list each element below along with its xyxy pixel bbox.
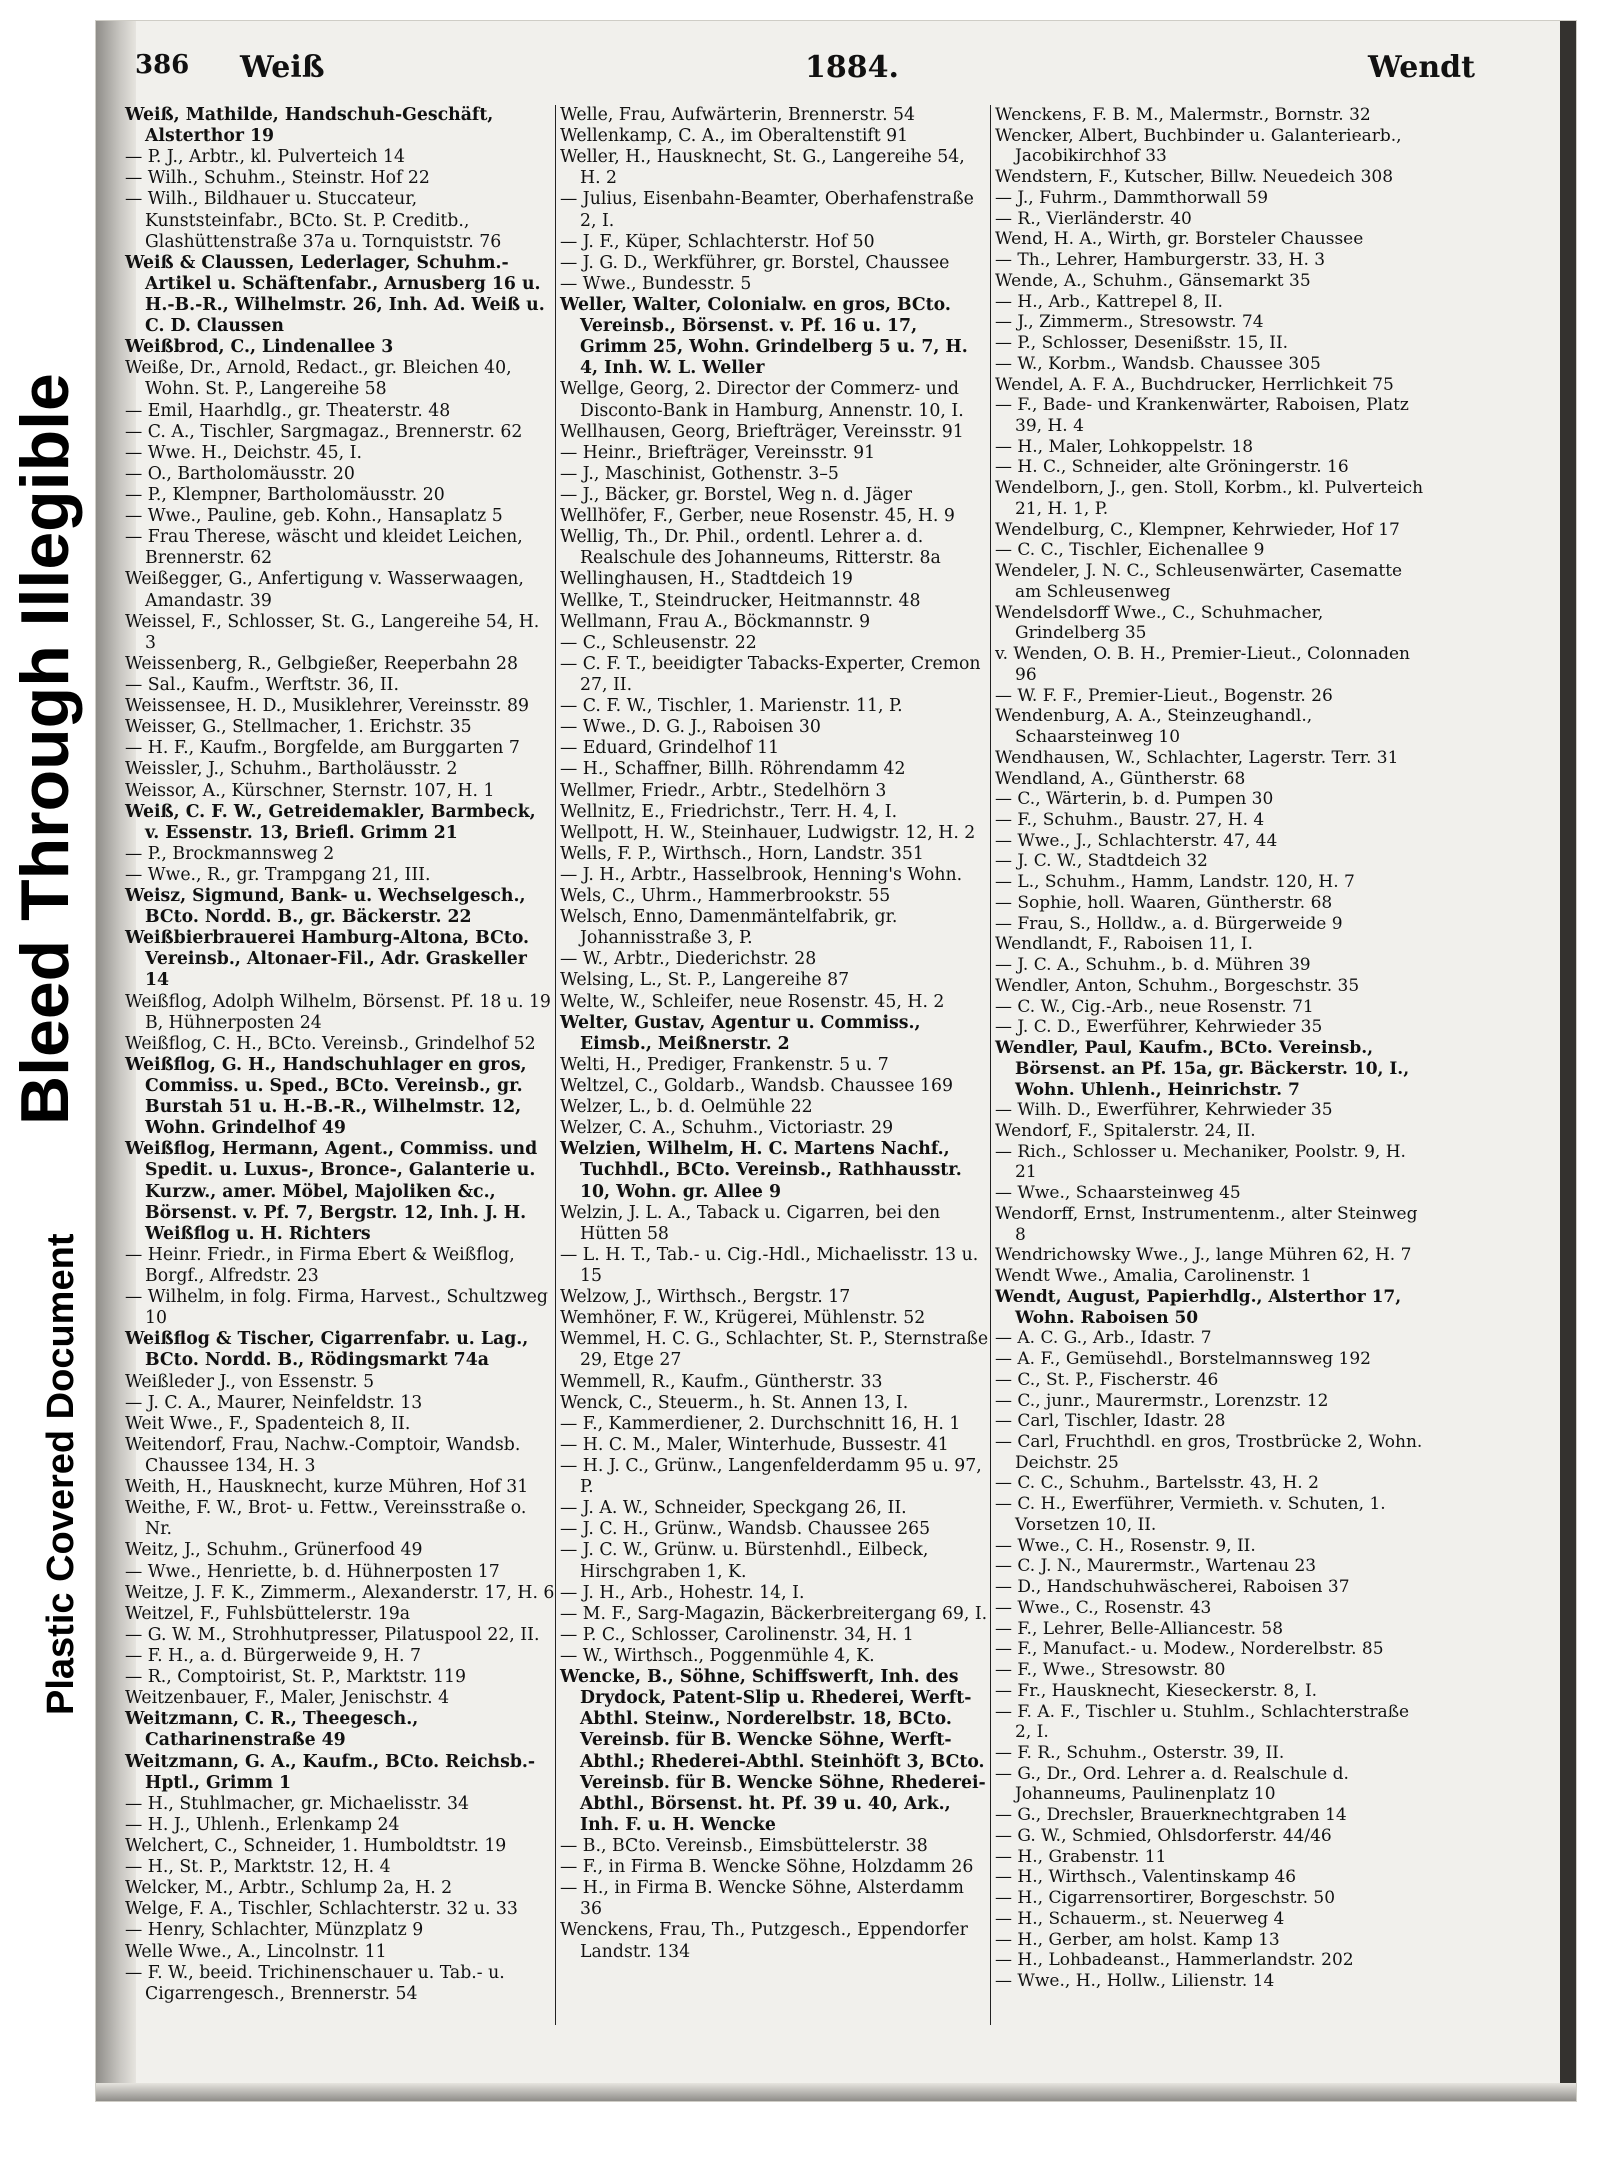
- directory-column-1: [125, 105, 555, 2005]
- directory-entry: — F. H., a. d. Bürgerweide 9, H. 7: [125, 1645, 421, 1666]
- directory-entry: — Frau, S., Holldw., a. d. Bürgerweide 9: [995, 913, 1343, 934]
- directory-entry: — J., Maschinist, Gothenstr. 3–5: [560, 463, 839, 484]
- directory-entry: — H., Arb., Kattrepel 8, II.: [995, 291, 1223, 312]
- directory-column-3: [995, 105, 1425, 1992]
- directory-entry: — Wilhelm, in folg. Firma, Harvest., Schultzweg 10: [125, 1287, 548, 1329]
- directory-entry: — J., Fuhrm., Dammthorwall 59: [995, 187, 1269, 208]
- directory-entry: — H., Stuhlmacher, gr. Michaelisstr. 34: [125, 1793, 470, 1814]
- directory-entry: Weissler, J., Schuhm., Bartholäusstr. 2: [125, 759, 458, 780]
- directory-entry: — Wwe., C., Rosenstr. 43: [995, 1597, 1212, 1618]
- directory-entry: — Wwe., H., Hollw., Lilienstr. 14: [995, 1971, 1275, 1992]
- directory-entry: — J. H., Arb., Hohestr. 14, I.: [560, 1582, 805, 1603]
- directory-entry: — Heinr., Briefträger, Vereinsstr. 91: [560, 442, 876, 463]
- bleed-through-label: Bleed Through Illegible: [7, 373, 83, 1125]
- directory-entry: — Henry, Schlachter, Münzplatz 9: [125, 1920, 424, 1941]
- directory-entry: Welsch, Enno, Damenmäntelfabrik, gr. Johannisstraße 3, P.: [560, 907, 898, 949]
- directory-entry: — Wilh. D., Ewerführer, Kehrwieder 35: [995, 1100, 1333, 1121]
- directory-entry: Weißflog, Adolph Wilhelm, Börsenst. Pf. 18 u. 19 B, Hühnerposten 24: [125, 991, 551, 1033]
- directory-entry: Weitzmann, C. R., Theegesch., Catharinenstraße 49: [125, 1709, 419, 1751]
- directory-entry: Weissenberg, R., Gelbgießer, Reeperbahn 28: [125, 653, 518, 674]
- directory-entry: — H., in Firma B. Wencke Söhne, Alsterdamm 36: [560, 1878, 964, 1920]
- directory-entry: Wendorff, Ernst, Instrumentenm., alter Steinweg 8: [995, 1203, 1418, 1245]
- directory-entry: Weit Wwe., F., Spadenteich 8, II.: [125, 1413, 411, 1434]
- directory-entry: — H., Schaffner, Billh. Röhrendamm 42: [560, 759, 906, 780]
- directory-entry: — H. C. M., Maler, Winterhude, Bussestr. 41: [560, 1434, 949, 1455]
- directory-entry: Wellhöfer, F., Gerber, neue Rosenstr. 45, H. 9: [560, 506, 955, 527]
- directory-entry: Wellmer, Friedr., Arbtr., Stedelhörn 3: [560, 780, 887, 801]
- directory-entry: — Heinr. Friedr., in Firma Ebert & Weißflog, Borgf., Alfredstr. 23: [125, 1244, 515, 1287]
- directory-entry: — C. H., Ewerführer, Vermieth. v. Schuten, 1. Vorsetzen 10, II.: [995, 1494, 1386, 1535]
- directory-entry: Wenckens, F. B. M., Malermstr., Bornstr. 32: [995, 105, 1371, 125]
- directory-entry: Wend, H. A., Wirth, gr. Borsteler Chaussee: [995, 229, 1364, 250]
- directory-entry: Wels, C., Uhrm., Hammerbrookstr. 55: [560, 886, 891, 907]
- directory-entry: Weißbrod, C., Lindenallee 3: [125, 337, 394, 358]
- directory-column-2: [560, 105, 990, 1963]
- column-divider: [555, 105, 556, 2025]
- directory-entry: — Wwe., J., Schlachterstr. 47, 44: [995, 830, 1278, 851]
- directory-entry: Weiß, Mathilde, Handschuh-Geschäft, Alsterthor 19: [125, 105, 494, 147]
- directory-entry: — Carl, Tischler, Idastr. 28: [995, 1411, 1226, 1432]
- directory-entry: — F., Manufact.- u. Modew., Norderelbstr. 85: [995, 1639, 1384, 1660]
- directory-entry: — R., Vierländerstr. 40: [995, 208, 1192, 229]
- directory-entry: — W., Arbtr., Diederichstr. 28: [560, 949, 817, 970]
- directory-entry: — Frau Therese, wäscht und kleidet Leichen, Brennerstr. 62: [125, 527, 523, 569]
- directory-entry: — Carl, Fruchthdl. en gros, Trostbrücke 2, Wohn. Deichstr. 25: [995, 1432, 1423, 1473]
- directory-entry: — C. W., Cig.-Arb., neue Rosenstr. 71: [995, 996, 1314, 1017]
- directory-entry: — Wilh., Bildhauer u. Stuccateur, Kunststeinfabr., BCto. St. P. Creditb., Glashüttenstraße 37a u. Tornquiststr. 76: [125, 189, 502, 252]
- directory-entry: Wendelborn, J., gen. Stoll, Korbm., kl. Pulverteich 21, H. 1, P.: [995, 478, 1424, 519]
- directory-entry: — J. G. D., Werkführer, gr. Borstel, Chaussee: [560, 252, 950, 273]
- header-left-keyword: Weiß: [240, 50, 325, 85]
- directory-entry: — F., Bade- und Krankenwärter, Raboisen, Platz 39, H. 4: [995, 395, 1409, 437]
- directory-entry: — G., Dr., Ord. Lehrer a. d. Realschule d. Johanneums, Paulinenplatz 10: [995, 1763, 1349, 1805]
- directory-entry: — Wilh., Schuhm., Steinstr. Hof 22: [125, 168, 430, 189]
- directory-entry: Wendel, A. F. A., Buchdrucker, Herrlichkeit 75: [995, 374, 1394, 395]
- directory-entry: — J. C. W., Stadtdeich 32: [995, 851, 1208, 872]
- directory-entry: — Th., Lehrer, Hamburgerstr. 33, H. 3: [995, 250, 1326, 271]
- directory-entry: Welzien, Wilhelm, H. C. Martens Nachf., Tuchhdl., BCto. Vereinsb., Rathhausstr. 10, Wohn. gr. Allee 9: [560, 1139, 962, 1202]
- directory-entry: Wemhöner, F. W., Krügerei, Mühlenstr. 52: [560, 1308, 926, 1329]
- directory-entry: Weiße, Dr., Arnold, Redact., gr. Bleichen 40, Wohn. St. P., Langereihe 58: [125, 358, 512, 400]
- directory-entry: — G. W. M., Strohhutpresser, Pilatuspool 22, II.: [125, 1624, 540, 1645]
- page-header: [135, 50, 1495, 90]
- directory-entry: — F., Kammerdiener, 2. Durchschnitt 16, H. 1: [560, 1413, 961, 1434]
- directory-entry: Weitzmann, G. A., Kaufm., BCto. Reichsb.-Hptl., Grimm 1: [125, 1751, 536, 1793]
- directory-entry: Weltzel, C., Goldarb., Wandsb. Chaussee 169: [560, 1076, 954, 1097]
- directory-entry: Weißleder J., von Essenstr. 5: [125, 1371, 375, 1392]
- directory-entry: — C. C., Tischler, Eichenallee 9: [995, 540, 1265, 561]
- directory-entry: — C. A., Tischler, Sargmagaz., Brennerstr. 62: [125, 421, 523, 442]
- directory-entry: Wellge, Georg, 2. Director der Commerz- und Disconto-Bank in Hamburg, Annenstr. 10, I.: [560, 379, 964, 421]
- directory-entry: — P., Schlosser, Desenißstr. 15, II.: [995, 333, 1289, 354]
- directory-entry: — H., Gerber, am holst. Kamp 13: [995, 1929, 1280, 1950]
- directory-entry: — H. J., Uhlenh., Erlenkamp 24: [125, 1814, 400, 1835]
- directory-entry: Weissor, A., Kürschner, Sternstr. 107, H. 1: [125, 780, 495, 801]
- directory-entry: Welsing, L., St. P., Langereihe 87: [560, 970, 850, 991]
- plastic-covered-label: Plastic Covered Document: [40, 1233, 82, 1715]
- directory-entry: Weisser, G., Stellmacher, 1. Erichstr. 35: [125, 717, 472, 738]
- directory-entry: Weißflog, G. H., Handschuhlager en gros, Commiss. u. Sped., BCto. Vereinsb., gr. Burstah 51 u. H.-B.-R., Wilhelmstr. 12, Wohn. Grindelhof 49: [125, 1054, 527, 1139]
- directory-entry: — C. J. N., Maurermstr., Wartenau 23: [995, 1556, 1317, 1577]
- directory-entry: Wende, A., Schuhm., Gänsemarkt 35: [995, 270, 1311, 291]
- directory-entry: Wenckens, Frau, Th., Putzgesch., Eppendorfer Landstr. 134: [560, 1920, 968, 1962]
- directory-entry: Weißbierbrauerei Hamburg-Altona, BCto. Vereinsb., Altonaer-Fil., Adr. Graskeller 14: [125, 928, 530, 991]
- directory-entry: Weller, Walter, Colonialw. en gros, BCto. Vereinsb., Börsenst. v. Pf. 16 u. 17, Grimm 25, Wohn. Grindelberg 5 u. 7, H. 4, Inh. W. L. Weller: [560, 294, 968, 379]
- directory-entry: — Eduard, Grindelhof 11: [560, 738, 780, 759]
- directory-entry: Weißflog, Hermann, Agent., Commiss. und Spedit. u. Luxus-, Bronce-, Galanterie u. Kurzw., amer. Möbel, Majoliken &c., Börsenst. v. Pf. 7, Bergstr. 12, Inh. J. H. Weißflog u. H. Richters: [125, 1139, 538, 1244]
- directory-entry: Wellmann, Frau A., Böckmannstr. 9: [560, 611, 871, 632]
- directory-entry: Weith, H., Hausknecht, kurze Mühren, Hof 31: [125, 1477, 529, 1498]
- directory-entry: — C. F. T., beeidigter Tabacks-Experter, Cremon 27, II.: [560, 653, 981, 695]
- directory-entry: — L. H. T., Tab.- u. Cig.-Hdl., Michaelisstr. 13 u. 15: [560, 1244, 979, 1287]
- directory-entry: Welzer, L., b. d. Oelmühle 22: [560, 1097, 813, 1118]
- directory-entry: — F., in Firma B. Wencke Söhne, Holzdamm 26: [560, 1857, 974, 1878]
- directory-entry: — L., Schuhm., Hamm, Landstr. 120, H. 7: [995, 872, 1355, 893]
- directory-entry: — A. F., Gemüsehdl., Borstelmannsweg 192: [995, 1349, 1371, 1370]
- directory-entry: — J. C. A., Schuhm., b. d. Mühren 39: [995, 955, 1311, 976]
- directory-entry: — H. J. C., Grünw., Langenfelderdamm 95 u. 97, P.: [560, 1456, 982, 1498]
- directory-entry: Wellhausen, Georg, Briefträger, Vereinsstr. 91: [560, 421, 964, 442]
- directory-entry: — J. C. D., Ewerführer, Kehrwieder 35: [995, 1017, 1323, 1038]
- directory-entry: — Sophie, holl. Waaren, Güntherstr. 68: [995, 892, 1333, 913]
- directory-entry: Wendeler, J. N. C., Schleusenwärter, Casematte am Schleusenweg: [995, 561, 1403, 602]
- directory-entry: Wendhausen, W., Schlachter, Lagerstr. Terr. 31: [995, 747, 1399, 768]
- directory-entry: — F., Wwe., Stresowstr. 80: [995, 1660, 1226, 1681]
- directory-entry: Wendelsdorff Wwe., C., Schuhmacher, Grindelberg 35: [995, 602, 1324, 644]
- directory-entry: Wellke, T., Steindrucker, Heitmannstr. 48: [560, 590, 921, 611]
- directory-entry: Welge, F. A., Tischler, Schlachterstr. 32 u. 33: [125, 1899, 518, 1920]
- directory-entry: Wellnitz, E., Friedrichstr., Terr. H. 4, I.: [560, 801, 898, 822]
- directory-entry: — Fr., Hausknecht, Kieseckerstr. 8, I.: [995, 1680, 1318, 1701]
- directory-entry: Weitendorf, Frau, Nachw.-Comptoir, Wandsb. Chaussee 134, H. 3: [125, 1434, 521, 1476]
- page-number: 386: [135, 50, 190, 80]
- directory-entry: — Emil, Haarhdlg., gr. Theaterstr. 48: [125, 400, 451, 421]
- directory-entry: Wendler, Paul, Kaufm., BCto. Vereinsb., Börsenst. an Pf. 15a, gr. Bäckerstr. 10, I., Wohn. Uhlenh., Heinrichstr. 7: [995, 1038, 1410, 1100]
- header-right-keyword: Wendt: [1368, 50, 1475, 85]
- directory-entry: — J. A. W., Schneider, Speckgang 26, II.: [560, 1498, 907, 1519]
- directory-entry: — W. F. F., Premier-Lieut., Bogenstr. 26: [995, 685, 1333, 706]
- directory-entry: Welcker, M., Arbtr., Schlump 2a, H. 2: [125, 1878, 453, 1899]
- directory-entry: — Wwe., Henriette, b. d. Hühnerposten 17: [125, 1561, 500, 1582]
- directory-entry: Wells, F. P., Wirthsch., Horn, Landstr. 351: [560, 843, 924, 864]
- directory-entry: — Wwe., D. G. J., Raboisen 30: [560, 717, 821, 738]
- page-bottom-edge: [96, 2083, 1576, 2101]
- directory-entry: — J., Bäcker, gr. Borstel, Weg n. d. Jäger: [560, 484, 912, 505]
- directory-entry: — Julius, Eisenbahn-Beamter, Oberhafenstraße 2, I.: [560, 189, 974, 231]
- directory-entry: — G. W., Schmied, Ohlsdorferstr. 44/46: [995, 1825, 1332, 1846]
- directory-entry: Weitzel, F., Fuhlsbüttelerstr. 19a: [125, 1603, 411, 1624]
- directory-entry: Wendt, August, Papierhdlg., Alsterthor 17, Wohn. Raboisen 50: [995, 1286, 1402, 1328]
- directory-entry: — J. C. A., Maurer, Neinfeldstr. 13: [125, 1392, 423, 1413]
- directory-entry: Welchert, C., Schneider, 1. Humboldtstr. 19: [125, 1835, 507, 1856]
- directory-entry: — H., St. P., Marktstr. 12, H. 4: [125, 1857, 391, 1878]
- directory-entry: — W., Wirthsch., Poggenmühle 4, K.: [560, 1645, 875, 1666]
- directory-entry: Weitze, J. F. K., Zimmerm., Alexanderstr. 17, H. 6: [125, 1582, 555, 1603]
- directory-entry: Wellinghausen, H., Stadtdeich 19: [560, 569, 853, 590]
- directory-entry: Wencker, Albert, Buchbinder u. Galanteriearb., Jacobikirchhof 33: [995, 125, 1402, 167]
- directory-entry: — G., Drechsler, Brauerknechtgraben 14: [995, 1805, 1347, 1826]
- directory-entry: — P. C., Schlosser, Carolinenstr. 34, H. 1: [560, 1624, 914, 1645]
- directory-entry: Wemmel, H. C. G., Schlachter, St. P., Sternstraße 29, Etge 27: [560, 1329, 989, 1371]
- directory-entry: Wendenburg, A. A., Steinzeughandl., Schaarsteinweg 10: [995, 706, 1313, 748]
- directory-entry: — Wwe., Bundesstr. 5: [560, 273, 752, 294]
- page-right-edge: [1560, 21, 1576, 2101]
- directory-entry: — C. F. W., Tischler, 1. Marienstr. 11, P.: [560, 696, 903, 717]
- directory-entry: Wellpott, H. W., Steinhauer, Ludwigstr. 12, H. 2: [560, 822, 976, 843]
- directory-entry: — J. F., Küper, Schlachterstr. Hof 50: [560, 231, 875, 252]
- directory-entry: Wencke, B., Söhne, Schiffswerft, Inh. des Drydock, Patent-Slip u. Rhederei, Werft-Abthl. Steinw., Norderelbstr. 18, BCto. Vereinsb. für B. Wencke Söhne, Werft-Abthl.; Rhederei-Abthl. Steinhöft 3, BCto. Vereinsb. für B. Wencke Söhne, Rhederei-Abthl., Börsenst. ht. Pf. 39 u. 40, Ark., Inh. F. u. H. Wencke: [560, 1667, 986, 1835]
- directory-entry: v. Wenden, O. B. H., Premier-Lieut., Colonnaden 96: [995, 644, 1411, 685]
- directory-entry: — J. H., Arbtr., Hasselbrook, Henning's Wohn.: [560, 864, 963, 885]
- directory-entry: — J., Zimmerm., Stresowstr. 74: [995, 312, 1264, 333]
- directory-entry: — P., Brockmannsweg 2: [125, 843, 335, 864]
- directory-entry: — P. J., Arbtr., kl. Pulverteich 14: [125, 147, 406, 168]
- directory-entry: Wendrichowsky Wwe., J., lange Mühren 62, H. 7: [995, 1245, 1412, 1266]
- directory-entry: Wellenkamp, C. A., im Oberaltenstift 91: [560, 126, 909, 147]
- directory-entry: — C., Wärterin, b. d. Pumpen 30: [995, 789, 1274, 810]
- directory-entry: — F. R., Schuhm., Osterstr. 39, II.: [995, 1743, 1285, 1764]
- directory-entry: Weller, H., Hausknecht, St. G., Langereihe 54, H. 2: [560, 147, 965, 189]
- directory-entry: Welti, H., Prediger, Frankenstr. 5 u. 7: [560, 1054, 889, 1075]
- directory-entry: — H. F., Kaufm., Borgfelde, am Burggarten 7: [125, 738, 520, 759]
- directory-entry: — Rich., Schlosser u. Mechaniker, Poolstr. 9, H. 21: [995, 1141, 1406, 1183]
- directory-entry: — C., St. P., Fischerstr. 46: [995, 1369, 1219, 1390]
- directory-entry: — Wwe., Pauline, geb. Kohn., Hansaplatz 5: [125, 506, 503, 527]
- directory-entry: — A. C. G., Arb., Idastr. 7: [995, 1328, 1212, 1349]
- header-year: 1884.: [805, 50, 899, 85]
- directory-entry: Welte, W., Schleifer, neue Rosenstr. 45, H. 2: [560, 991, 945, 1012]
- directory-entry: Wendelburg, C., Klempner, Kehrwieder, Hof 17: [995, 519, 1400, 540]
- directory-entry: — H., Schauerm., st. Neuerweg 4: [995, 1908, 1285, 1929]
- directory-entry: Wemmell, R., Kaufm., Güntherstr. 33: [560, 1371, 883, 1392]
- directory-entry: Weißflog & Tischer, Cigarrenfabr. u. Lag., BCto. Nordd. B., Rödingsmarkt 74a: [125, 1329, 529, 1371]
- directory-entry: — M. F., Sarg-Magazin, Bäckerbreitergang 69, I.: [560, 1603, 988, 1624]
- directory-entry: — Wwe., Schaarsteinweg 45: [995, 1183, 1241, 1204]
- directory-entry: — H., Wirthsch., Valentinskamp 46: [995, 1867, 1297, 1888]
- directory-entry: Welter, Gustav, Agentur u. Commiss., Eimsb., Meißnerstr. 2: [560, 1012, 921, 1054]
- directory-entry: — H. C., Schneider, alte Gröningerstr. 16: [995, 457, 1349, 478]
- directory-entry: — J. C. W., Grünw. u. Bürstenhdl., Eilbeck, Hirschgraben 1, K.: [560, 1540, 929, 1582]
- directory-entry: — Wwe. H., Deichstr. 45, I.: [125, 442, 362, 463]
- directory-entry: — F. W., beeid. Trichinenschauer u. Tab.- u. Cigarrengesch., Brennerstr. 54: [125, 1962, 505, 2004]
- directory-entry: Wendt Wwe., Amalia, Carolinenstr. 1: [995, 1266, 1312, 1287]
- directory-entry: — O., Bartholomäusstr. 20: [125, 463, 355, 484]
- directory-entry: Welzow, J., Wirthsch., Bergstr. 17: [560, 1287, 851, 1308]
- directory-entry: — F., Schuhm., Baustr. 27, H. 4: [995, 809, 1265, 830]
- directory-entry: — Wwe., C. H., Rosenstr. 9, II.: [995, 1535, 1256, 1556]
- directory-entry: — F., Lehrer, Belle-Alliancestr. 58: [995, 1618, 1284, 1639]
- directory-entry: Wellig, Th., Dr. Phil., ordentl. Lehrer a. d. Realschule des Johanneums, Ritterstr. 8a: [560, 527, 941, 569]
- directory-entry: — Sal., Kaufm., Werftstr. 36, II.: [125, 674, 399, 695]
- directory-entry: — F. A. F., Tischler u. Stuhlm., Schlachterstraße 2, I.: [995, 1701, 1410, 1743]
- directory-entry: Welzer, C. A., Schuhm., Victoriastr. 29: [560, 1118, 894, 1139]
- directory-entry: Wendland, A., Güntherstr. 68: [995, 768, 1246, 789]
- directory-entry: — H., Grabenstr. 11: [995, 1846, 1167, 1867]
- directory-entry: Welzin, J. L. A., Taback u. Cigarren, bei den Hütten 58: [560, 1202, 941, 1244]
- directory-entry: — W., Korbm., Wandsb. Chaussee 305: [995, 353, 1321, 374]
- directory-entry: Wendler, Anton, Schuhm., Borgeschstr. 35: [995, 975, 1360, 996]
- directory-entry: Weißegger, G., Anfertigung v. Wasserwaagen, Amandastr. 39: [125, 569, 524, 611]
- directory-entry: — C., junr., Maurermstr., Lorenzstr. 12: [995, 1390, 1329, 1411]
- directory-entry: Wendorf, F., Spitalerstr. 24, II.: [995, 1120, 1256, 1141]
- directory-entry: — H., Cigarrensortirer, Borgeschstr. 50: [995, 1888, 1336, 1909]
- directory-entry: Weiß, C. F. W., Getreidemakler, Barmbeck, v. Essenstr. 13, Briefl. Grimm 21: [125, 801, 536, 843]
- directory-entry: — H., Maler, Lohkoppelstr. 18: [995, 436, 1254, 457]
- directory-entry: — D., Handschuhwäscherei, Raboisen 37: [995, 1577, 1350, 1598]
- directory-entry: — J. C. H., Grünw., Wandsb. Chaussee 265: [560, 1519, 931, 1540]
- directory-entry: — Wwe., R., gr. Trampgang 21, III.: [125, 864, 431, 885]
- directory-entry: Weissel, F., Schlosser, St. G., Langereihe 54, H. 3: [125, 611, 540, 653]
- directory-entry: Weisz, Sigmund, Bank- u. Wechselgesch., BCto. Nordd. B., gr. Bäckerstr. 22: [125, 886, 526, 928]
- directory-entry: — R., Comptoirist, St. P., Marktstr. 119: [125, 1667, 466, 1688]
- directory-entry: — C., Schleusenstr. 22: [560, 632, 757, 653]
- column-divider: [990, 105, 991, 2025]
- directory-entry: Weitzenbauer, F., Maler, Jenischstr. 4: [125, 1688, 450, 1709]
- directory-entry: Wenck, C., Steuerm., h. St. Annen 13, I.: [560, 1392, 909, 1413]
- directory-entry: Wendlandt, F., Raboisen 11, I.: [995, 934, 1253, 955]
- directory-entry: Weiß & Claussen, Lederlager, Schuhm.-Artikel u. Schäftenfabr., Arnusberg 16 u. H.-B.-R., Wilhelmstr. 26, Inh. Ad. Weiß u. C. D. Claussen: [125, 252, 545, 337]
- directory-entry: Welle Wwe., A., Lincolnstr. 11: [125, 1941, 387, 1962]
- directory-entry: — H., Lohbadeanst., Hammerlandstr. 202: [995, 1950, 1354, 1971]
- directory-entry: Weithe, F. W., Brot- u. Fettw., Vereinsstraße o. Nr.: [125, 1498, 527, 1540]
- directory-entry: — C. C., Schuhm., Bartelsstr. 43, H. 2: [995, 1473, 1319, 1494]
- directory-entry: — P., Klempner, Bartholomäusstr. 20: [125, 484, 445, 505]
- directory-entry: Weißflog, C. H., BCto. Vereinsb., Grindelhof 52: [125, 1033, 536, 1054]
- directory-entry: — B., BCto. Vereinsb., Eimsbüttelerstr. 38: [560, 1835, 928, 1856]
- directory-entry: Weitz, J., Schuhm., Grünerfood 49: [125, 1540, 423, 1561]
- directory-entry: Welle, Frau, Aufwärterin, Brennerstr. 54: [560, 105, 916, 125]
- directory-entry: Weissensee, H. D., Musiklehrer, Vereinsstr. 89: [125, 696, 529, 717]
- directory-entry: Wendstern, F., Kutscher, Billw. Neuedeich 308: [995, 167, 1394, 188]
